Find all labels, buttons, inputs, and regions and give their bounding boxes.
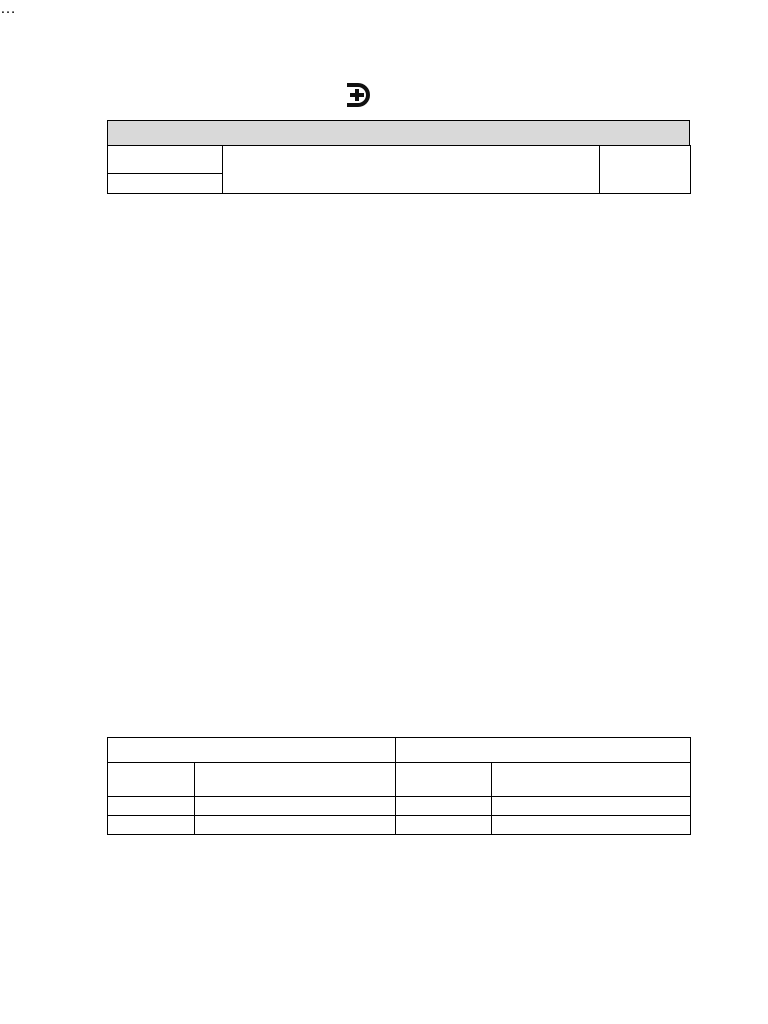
- created-cargo-value: [195, 763, 396, 797]
- created-by-header: [108, 738, 396, 763]
- cruz-blanco-logo: [344, 81, 375, 109]
- control-cell: [108, 146, 223, 174]
- document-header-table: [107, 145, 691, 194]
- page-number: [600, 146, 691, 194]
- protocol-band: [107, 120, 690, 145]
- approved-by-header: [396, 738, 691, 763]
- created-nombre-value: [195, 797, 396, 816]
- created-fecha-label: [108, 816, 195, 835]
- revision-number: [108, 174, 223, 194]
- created-fecha-value: [195, 816, 396, 835]
- approved-cargo-label: [396, 763, 492, 797]
- approved-nombre-label: [396, 797, 492, 816]
- cruz-blanco-emblem-icon: [344, 81, 370, 109]
- approval-table: [107, 737, 691, 835]
- approved-fecha-label: [396, 816, 492, 835]
- approved-nombre-value: [492, 797, 691, 816]
- approved-fecha-value: [492, 816, 691, 835]
- document-title: [223, 146, 600, 194]
- approved-cargo-value: [492, 763, 691, 797]
- created-nombre-label: [108, 797, 195, 816]
- created-cargo-label: [108, 763, 195, 797]
